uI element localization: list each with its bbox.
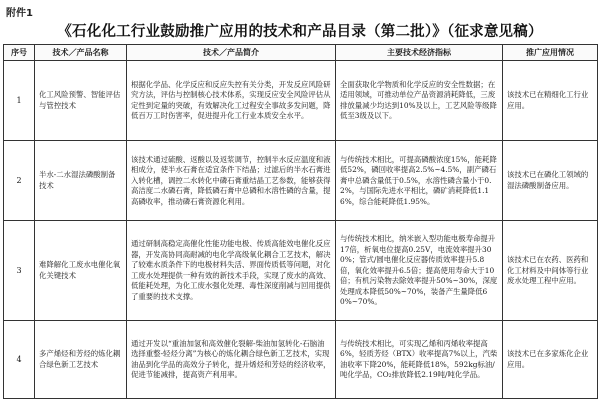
row-intro: 通过研制高稳定高催化性能功能电极、传质高能效电催化反应器，开发高协同高耐减的电化学高级氧化耦合工艺技术，解决了较难水质条件下的电极材料失活、界面传质低等问题，对化工废水处理提供一种有效的新技术手段，实现了废水的高效、低能耗处理，为化工废水强化处理、毒性深度削减与回用提供了重要的技术支撑。 xyxy=(127,221,336,321)
row-index: 1 xyxy=(4,61,35,141)
row-name: 多产烯烃和芳烃的炼化耦合绿色新工艺技术 xyxy=(35,321,127,399)
header-name: 技术／产品名称 xyxy=(35,45,127,61)
row-indicators: 与传统技术相比，可提高磷酸浓度15%，能耗降低52%，磷回收率提高2.5%~4.5%，副产磷石膏中总磷含量低于0.5%，水溶性磷含量小于0.2%，与国际先进水平相比，磷矿消耗降低1.16%，综合能耗降低1.95%。 xyxy=(336,141,503,221)
document-title: 《石化化工行业鼓励推广应用的技术和产品目录（第二批）》（征求意见稿） xyxy=(57,23,543,40)
table-row xyxy=(4,61,598,141)
row-application: 该技术已在多家炼化企业应用。 xyxy=(503,321,598,399)
row-intro: 该技术通过硫酸、返酸以及返浆调节，控制半水反应温度和液相成分，使半水石膏在适宜条件下结晶；过滤后的半水石膏进入转化槽，调控二水转化中磷石膏重结晶工艺参数，能够获得高洁度二水磷石膏，降低磷石膏中总磷和水溶性磷的含量，提高磷收率，推动磷石膏资源化利用。 xyxy=(127,141,336,221)
table-row xyxy=(4,141,598,221)
header-application: 推广应用情况 xyxy=(503,45,598,61)
attachment-label: 附件1 xyxy=(6,8,33,19)
header-indicators: 主要技术经济指标 xyxy=(336,45,503,61)
row-index: 2 xyxy=(4,141,35,221)
table-header-row xyxy=(4,45,598,61)
row-application: 该技术已在农药、医药和化工材料及中间体等行业废水处理工程中应用。 xyxy=(503,221,598,321)
table-row xyxy=(4,221,598,321)
technology-catalog-table xyxy=(3,44,598,399)
row-name: 半水-二水湿法磷酸制备技术 xyxy=(35,141,127,221)
row-application: 该技术已在磷化工领域的湿法磷酸制备应用。 xyxy=(503,141,598,221)
row-indicators: 全面获取化学物质和化学反应的安全性数据；在适用领域，可推动单位产品资源消耗降低，三废排放量减少均达到10%及以上，工艺风险等级降低至3级及以下。 xyxy=(336,61,503,141)
row-indicators: 与传统技术相比，可实现乙烯和丙烯收率提高6%，轻质芳烃（BTX）收率提高7%以上，汽柴油收率下降20%，能耗降低18%，592kg标油/吨化学品，CO₂排放降低2.19吨/吨化学品。 xyxy=(336,321,503,399)
row-indicators: 与传统技术相比，纳米嵌入型功能电极寿命提升17倍，析氧电位提高0.25V，电流效率提升300%；管式/圆电催化反应器传质效率提升5.8倍，氧化效率提升6.5倍；提高使用寿命大于10倍；有机污染物去除效率提升50%~30%，深度处理成本降低50%~70%，装备产生量降低60%~70%。 xyxy=(336,221,503,321)
row-name: 化工风险预警、智能评估与管控技术 xyxy=(35,61,127,141)
table-row xyxy=(4,321,598,399)
row-intro: 通过开发以“重油加氢和高效催化裂解-柴油加氢转化-石脑油选择重整-轻烃分离”为核心的炼化耦合绿色新工艺技术，实现油品到化学品的高效分子转化，提升烯烃和芳烃的经济收率，促进节能减排，提高资产利用率。 xyxy=(127,321,336,399)
row-intro: 根据化学品、化学反应和反应失控有关分类，开发反应风险研究方法，评估与控制核心技术体系，实现反应安全风险评估从定性到定量的突破，有效解决化工过程安全事故多发问题，降低百万工时伤害率，促进提升化工行业本质安全水平。 xyxy=(127,61,336,141)
header-intro: 技术／产品简介 xyxy=(127,45,336,61)
row-name: 难降解化工废水电催化氧化关键技术 xyxy=(35,221,127,321)
header-index: 序号 xyxy=(4,45,35,61)
row-application: 该技术已在精细化工行业应用。 xyxy=(503,61,598,141)
row-index: 4 xyxy=(4,321,35,399)
row-index: 3 xyxy=(4,221,35,321)
